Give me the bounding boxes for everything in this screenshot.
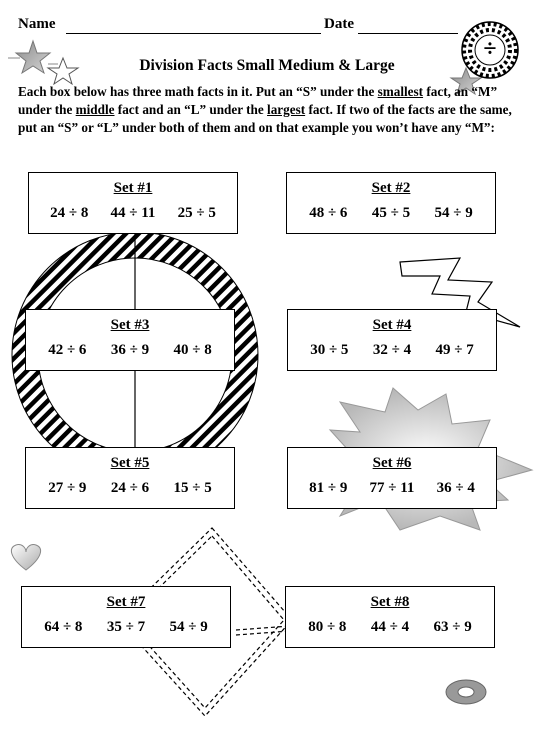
keyword-largest: largest <box>267 102 306 117</box>
math-fact[interactable]: 40 ÷ 8 <box>173 342 212 358</box>
math-fact[interactable]: 54 ÷ 9 <box>434 205 473 221</box>
math-fact[interactable]: 36 ÷ 4 <box>436 480 475 496</box>
set-box-4 <box>287 309 497 371</box>
math-fact[interactable]: 44 ÷ 11 <box>110 205 156 221</box>
set-title: Set #3 <box>110 317 150 333</box>
math-fact[interactable]: 80 ÷ 8 <box>308 619 347 635</box>
math-fact[interactable]: 30 ÷ 5 <box>310 342 349 358</box>
ring-shape <box>446 680 486 704</box>
math-fact[interactable]: 42 ÷ 6 <box>48 342 87 358</box>
set-box-7 <box>21 586 231 648</box>
math-fact[interactable]: 63 ÷ 9 <box>433 619 472 635</box>
page-title: Division Facts Small Medium & Large <box>139 57 395 74</box>
set-title: Set #5 <box>110 455 150 471</box>
math-fact[interactable]: 36 ÷ 9 <box>110 342 150 358</box>
math-fact[interactable]: 45 ÷ 5 <box>371 205 411 221</box>
math-fact[interactable]: 25 ÷ 5 <box>177 205 216 221</box>
badge-division-symbol: ÷ <box>483 36 497 62</box>
math-fact[interactable]: 35 ÷ 7 <box>106 619 146 635</box>
instructions-part: Each box below has three math facts in it. Put an “S” under the <box>18 84 378 99</box>
math-fact[interactable]: 77 ÷ 11 <box>369 480 415 496</box>
name-field[interactable] <box>66 33 321 34</box>
math-fact[interactable]: 54 ÷ 9 <box>169 619 208 635</box>
math-fact[interactable]: 15 ÷ 5 <box>173 480 212 496</box>
math-fact[interactable]: 64 ÷ 8 <box>44 619 83 635</box>
keyword-middle: middle <box>75 102 115 117</box>
set-box-8 <box>285 586 495 648</box>
instructions-part: fact. If two of the facts are the same, put an “S” or “L” under both of them and on that example you won’t have any “M”: <box>18 102 512 135</box>
math-fact[interactable]: 44 ÷ 4 <box>370 619 410 635</box>
set-box-3 <box>25 309 235 371</box>
set-title: Set #7 <box>106 594 146 610</box>
set-box-5 <box>25 447 235 509</box>
set-box-2 <box>286 172 496 234</box>
name-label: Name <box>18 16 56 32</box>
math-fact[interactable]: 24 ÷ 8 <box>50 205 89 221</box>
set-title: Set #1 <box>113 180 153 196</box>
set-title: Set #2 <box>371 180 411 196</box>
keyword-smallest: smallest <box>377 84 424 99</box>
set-box-1 <box>28 172 238 234</box>
math-fact[interactable]: 32 ÷ 4 <box>372 342 412 358</box>
heart-icon <box>11 545 40 570</box>
instructions-part: fact, an “M” under the <box>18 84 498 117</box>
date-label: Date <box>324 16 354 32</box>
set-box-6 <box>287 447 497 509</box>
date-field[interactable] <box>358 33 458 34</box>
math-fact[interactable]: 24 ÷ 6 <box>110 480 150 496</box>
math-fact[interactable]: 81 ÷ 9 <box>309 480 348 496</box>
instructions-part: fact and an “L” under the <box>114 102 268 117</box>
math-fact[interactable]: 48 ÷ 6 <box>309 205 348 221</box>
set-title: Set #6 <box>372 455 412 471</box>
math-fact[interactable]: 27 ÷ 9 <box>48 480 87 496</box>
set-title: Set #8 <box>370 594 410 610</box>
instructions-text <box>18 83 528 137</box>
set-title: Set #4 <box>372 317 412 333</box>
math-fact[interactable]: 49 ÷ 7 <box>435 342 474 358</box>
